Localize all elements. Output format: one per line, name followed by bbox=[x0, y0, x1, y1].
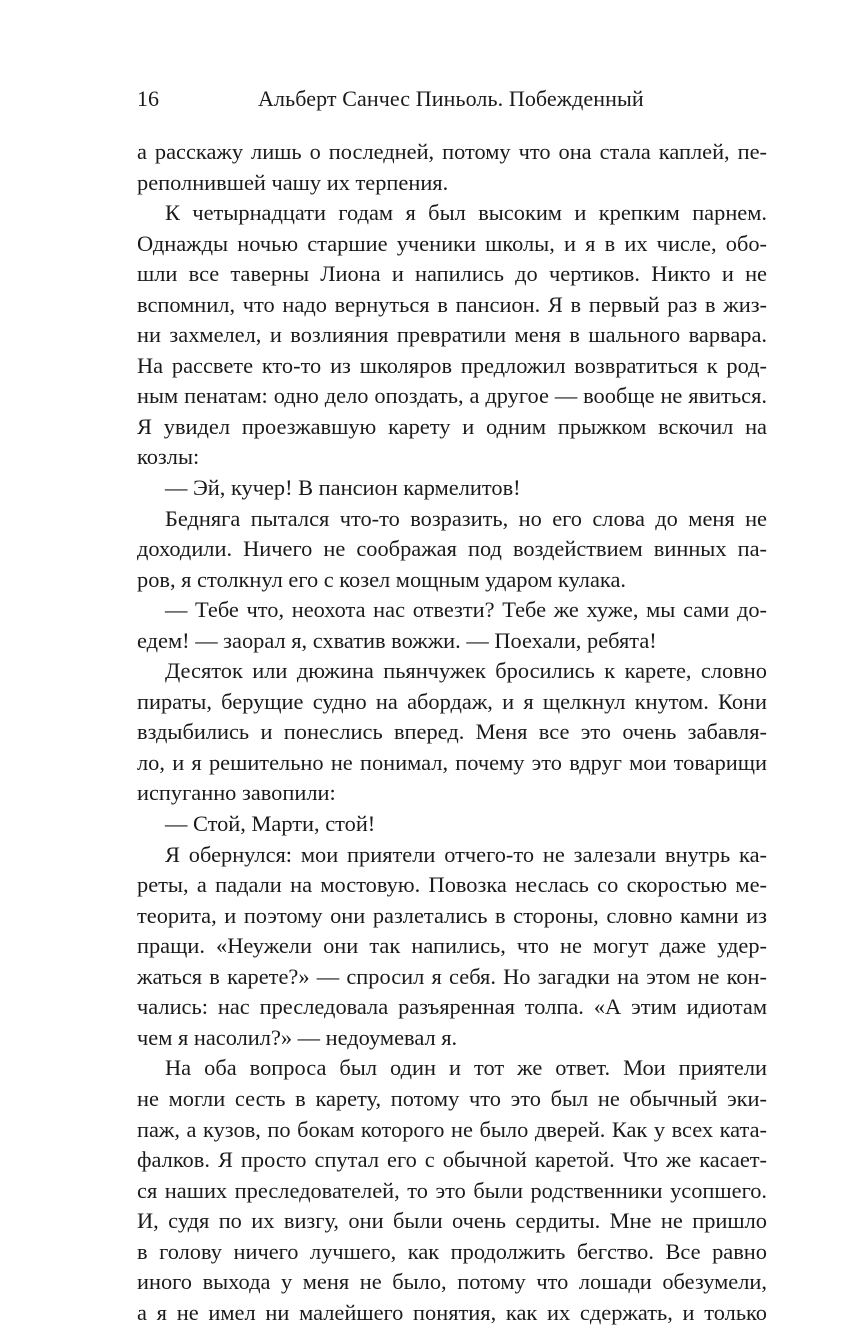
text-line: На оба вопроса был один и тот же ответ. Мои приятели bbox=[165, 1055, 767, 1081]
text-line: доходили. Ничего не соображая под воздействием винных па- bbox=[137, 536, 767, 562]
text-line: ся наших преследователей, то это были родственники усопшего. bbox=[137, 1177, 767, 1203]
text-line: ным пенатам: одно дело опоздать, а другое — вообще не явиться. bbox=[137, 383, 767, 409]
running-header bbox=[137, 84, 767, 114]
text-line: испуганно завопили: bbox=[137, 780, 336, 806]
book-title: Альберт Санчес Пиньоль. Побежденный bbox=[258, 86, 644, 111]
text-line: ни захмелел, и возлияния превратили меня в шального варвара. bbox=[137, 322, 767, 348]
text-line: На рассвете кто-то из школяров предложил возвратиться к род- bbox=[137, 352, 767, 378]
text-line: Я увидел проезжавшую карету и одним прыжком вскочил на bbox=[137, 413, 767, 439]
text-line: — Тебе что, неохота нас отвезти? Тебе же хуже, мы сами до- bbox=[165, 597, 767, 623]
text-line: пираты, берущие судно на абордаж, и я щелкнул кнутом. Кони bbox=[137, 688, 767, 714]
text-line: реполнившей чашу их терпения. bbox=[137, 169, 449, 195]
text-line: теорита, и поэтому они разлетались в стороны, словно камни из bbox=[137, 902, 767, 928]
text-line: И, судя по их визгу, они были очень сердиты. Мне не пришло bbox=[137, 1208, 767, 1234]
text-line: в голову ничего лучшего, как продолжить бегство. Все равно bbox=[137, 1238, 767, 1264]
text-line: ров, я столкнул его с козел мощным ударом кулака. bbox=[137, 566, 626, 592]
text-line: не могли сесть в карету, потому что это был не обычный эки- bbox=[137, 1085, 767, 1111]
text-line: едем! — заорал я, схватив вожжи. — Поехали, ребята! bbox=[137, 627, 657, 653]
text-line: — Стой, Марти, стой! bbox=[165, 811, 376, 837]
body-text bbox=[137, 137, 767, 1328]
text-line: Бедняга пытался что-то возразить, но его слова до меня не bbox=[165, 505, 767, 531]
text-line: фалков. Я просто спутал его с обычной каретой. Что же касает- bbox=[137, 1147, 767, 1173]
text-line: а расскажу лишь о последней, потому что она стала каплей, пе- bbox=[137, 139, 767, 164]
text-line: чем я насолил?» — недоумевал я. bbox=[137, 1024, 458, 1050]
text-line: К четырнадцати годам я был высоким и крепким парнем. bbox=[165, 200, 767, 226]
text-line: вздыбились и понеслись вперед. Меня все это очень забавля- bbox=[137, 719, 767, 745]
text-line: а я не имел ни малейшего понятия, как их сдержать, и только bbox=[137, 1299, 767, 1325]
text-line: реты, а падали на мостовую. Повозка неслась со скоростью ме- bbox=[137, 872, 767, 898]
text-line: чались: нас преследовала разъяренная толпа. «А этим идиотам bbox=[137, 994, 767, 1020]
page-number: 16 bbox=[137, 86, 159, 111]
text-line: вспомнил, что надо вернуться в пансион. Я в первый раз в жиз- bbox=[137, 291, 767, 317]
text-line: жаться в карете?» — спросил я себя. Но загадки на этом не кон- bbox=[137, 963, 767, 989]
text-line: ло, и я решительно не понимал, почему это вдруг мои товарищи bbox=[137, 749, 767, 775]
text-line: Я обернулся: мои приятели отчего-то не залезали внутрь ка- bbox=[165, 841, 767, 867]
text-line: козлы: bbox=[137, 444, 200, 470]
text-line: — Эй, кучер! В пансион кармелитов! bbox=[165, 475, 521, 501]
text-line: пращи. «Неужели они так напились, что не могут даже удер- bbox=[137, 933, 767, 959]
text-line: Однажды ночью старшие ученики школы, и я в их числе, обо- bbox=[137, 230, 767, 256]
text-line: шли все таверны Лиона и напились до чертиков. Никто и не bbox=[137, 261, 767, 287]
text-line: иного выхода у меня не было, потому что лошади обезумели, bbox=[137, 1269, 767, 1295]
text-line: паж, а кузов, по бокам которого не было дверей. Как у всех ката- bbox=[137, 1116, 767, 1142]
text-line: Десяток или дюжина пьянчужек бросились к карете, словно bbox=[165, 658, 767, 684]
